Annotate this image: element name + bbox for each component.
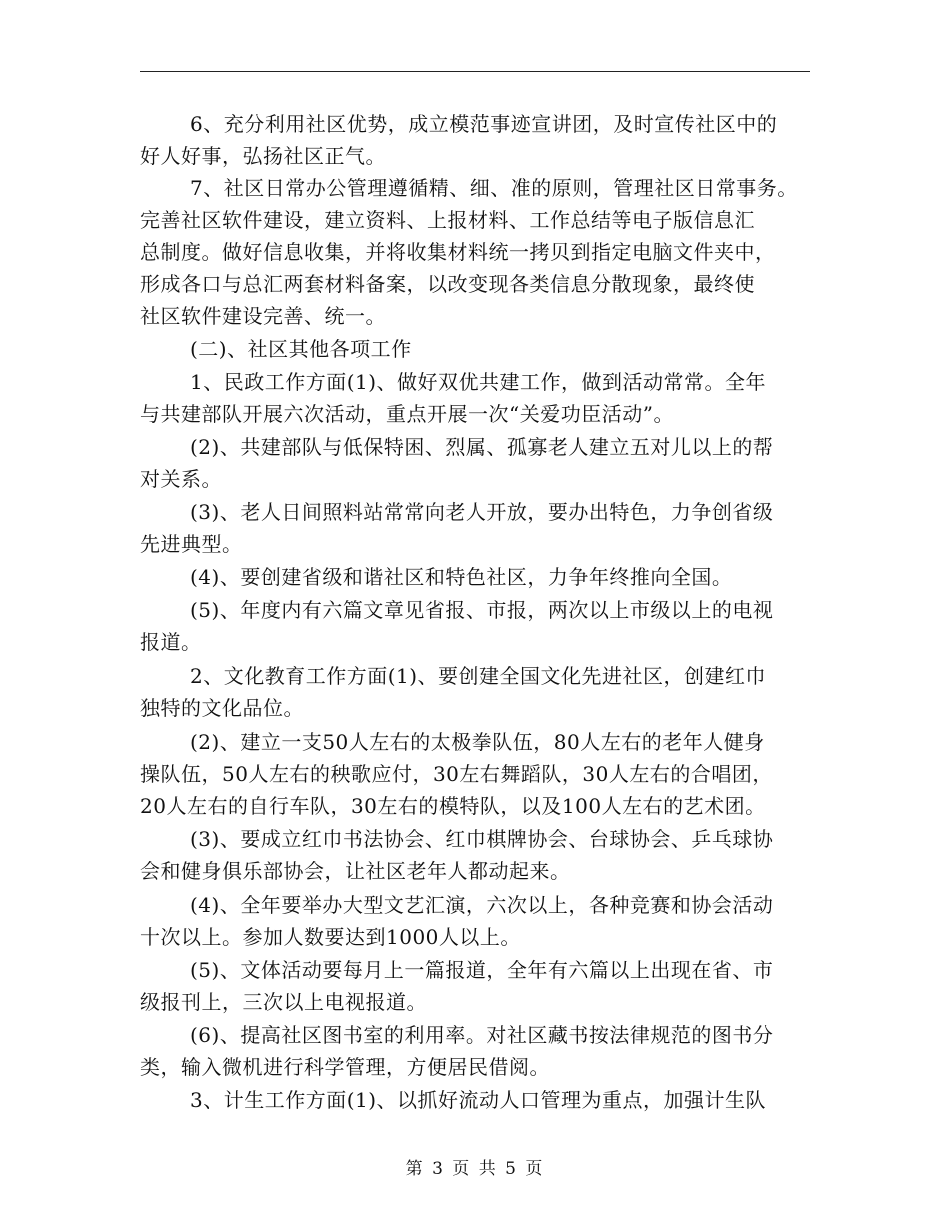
text-line: 会和健身俱乐部协会，让社区老年人都动起来。 (140, 859, 571, 883)
text-line: 7、社区日常办公管理遵循精、细、准的原则，管理社区日常事务。 (190, 176, 798, 200)
text-line: 先进典型。 (140, 532, 243, 556)
text-line: 独特的文化品位。 (140, 696, 304, 720)
text-line: 对关系。 (140, 467, 222, 491)
text-line: 操队伍，50人左右的秧歌应付，30左右舞蹈队，30人左右的合唱团， (140, 762, 773, 786)
text-line: (3)、老人日间照料站常常向老人开放，要办出特色，力争创省级 (190, 500, 774, 524)
text-line: 完善社区软件建设，建立资料、上报材料、工作总结等电子版信息汇 (140, 208, 755, 232)
text-line: (4)、全年要举办大型文艺汇演，六次以上，各种竞赛和协会活动 (190, 893, 774, 917)
text-line: (3)、要成立红巾书法协会、红巾棋牌协会、台球协会、乒乓球协 (190, 827, 774, 851)
text-line: 形成各口与总汇两套材料备案，以改变现各类信息分散现象，最终使 (140, 272, 755, 296)
text-line: (5)、年度内有六篇文章见省报、市报，两次以上市级以上的电视 (190, 598, 774, 622)
text-line: (5)、文体活动要每月上一篇报道，全年有六篇以上出现在省、市 (190, 958, 774, 982)
text-line: 社区软件建设完善、统一。 (140, 304, 386, 328)
text-line: 与共建部队开展六次活动，重点开展一次“关爱功臣活动”。 (140, 402, 674, 426)
text-line: (6)、提高社区图书室的利用率。对社区藏书按法律规范的图书分 (190, 1023, 774, 1047)
page-footer: 第 3 页 共 5 页 (405, 1159, 545, 1179)
text-line: 好人好事，弘扬社区正气。 (140, 144, 386, 168)
text-line: 3、计生工作方面(1)、以抓好流动人口管理为重点，加强计生队 (190, 1088, 767, 1112)
text-line: 级报刊上，三次以上电视报道。 (140, 990, 427, 1014)
text-line: 1、民政工作方面(1)、做好双优共建工作，做到活动常常。全年 (190, 370, 767, 394)
text-line: (2)、建立一支50人左右的太极拳队伍，80人左右的老年人健身 (190, 730, 765, 754)
text-line: 总制度。做好信息收集，并将收集材料统一拷贝到指定电脑文件夹中， (140, 240, 776, 264)
text-line: 十次以上。参加人数要达到1000人以上。 (140, 925, 521, 949)
text-line: 6、充分利用社区优势，成立模范事迹宣讲团，及时宣传社区中的 (190, 112, 778, 136)
text-line: (4)、要创建省级和谐社区和特色社区，力争年终推向全国。 (190, 565, 733, 589)
section-heading: (二)、社区其他各项工作 (190, 337, 412, 361)
header-rule (140, 71, 810, 72)
text-line: 2、文化教育工作方面(1)、要创建全国文化先进社区，创建红巾 (190, 664, 767, 688)
text-line: 报道。 (140, 630, 202, 654)
text-line: 20人左右的自行车队，30左右的模特队，以及100人左右的艺术团。 (140, 794, 766, 818)
text-line: (2)、共建部队与低保特困、烈属、孤寡老人建立五对儿以上的帮 (190, 435, 774, 459)
text-line: 类，输入微机进行科学管理，方便居民借阅。 (140, 1055, 550, 1079)
